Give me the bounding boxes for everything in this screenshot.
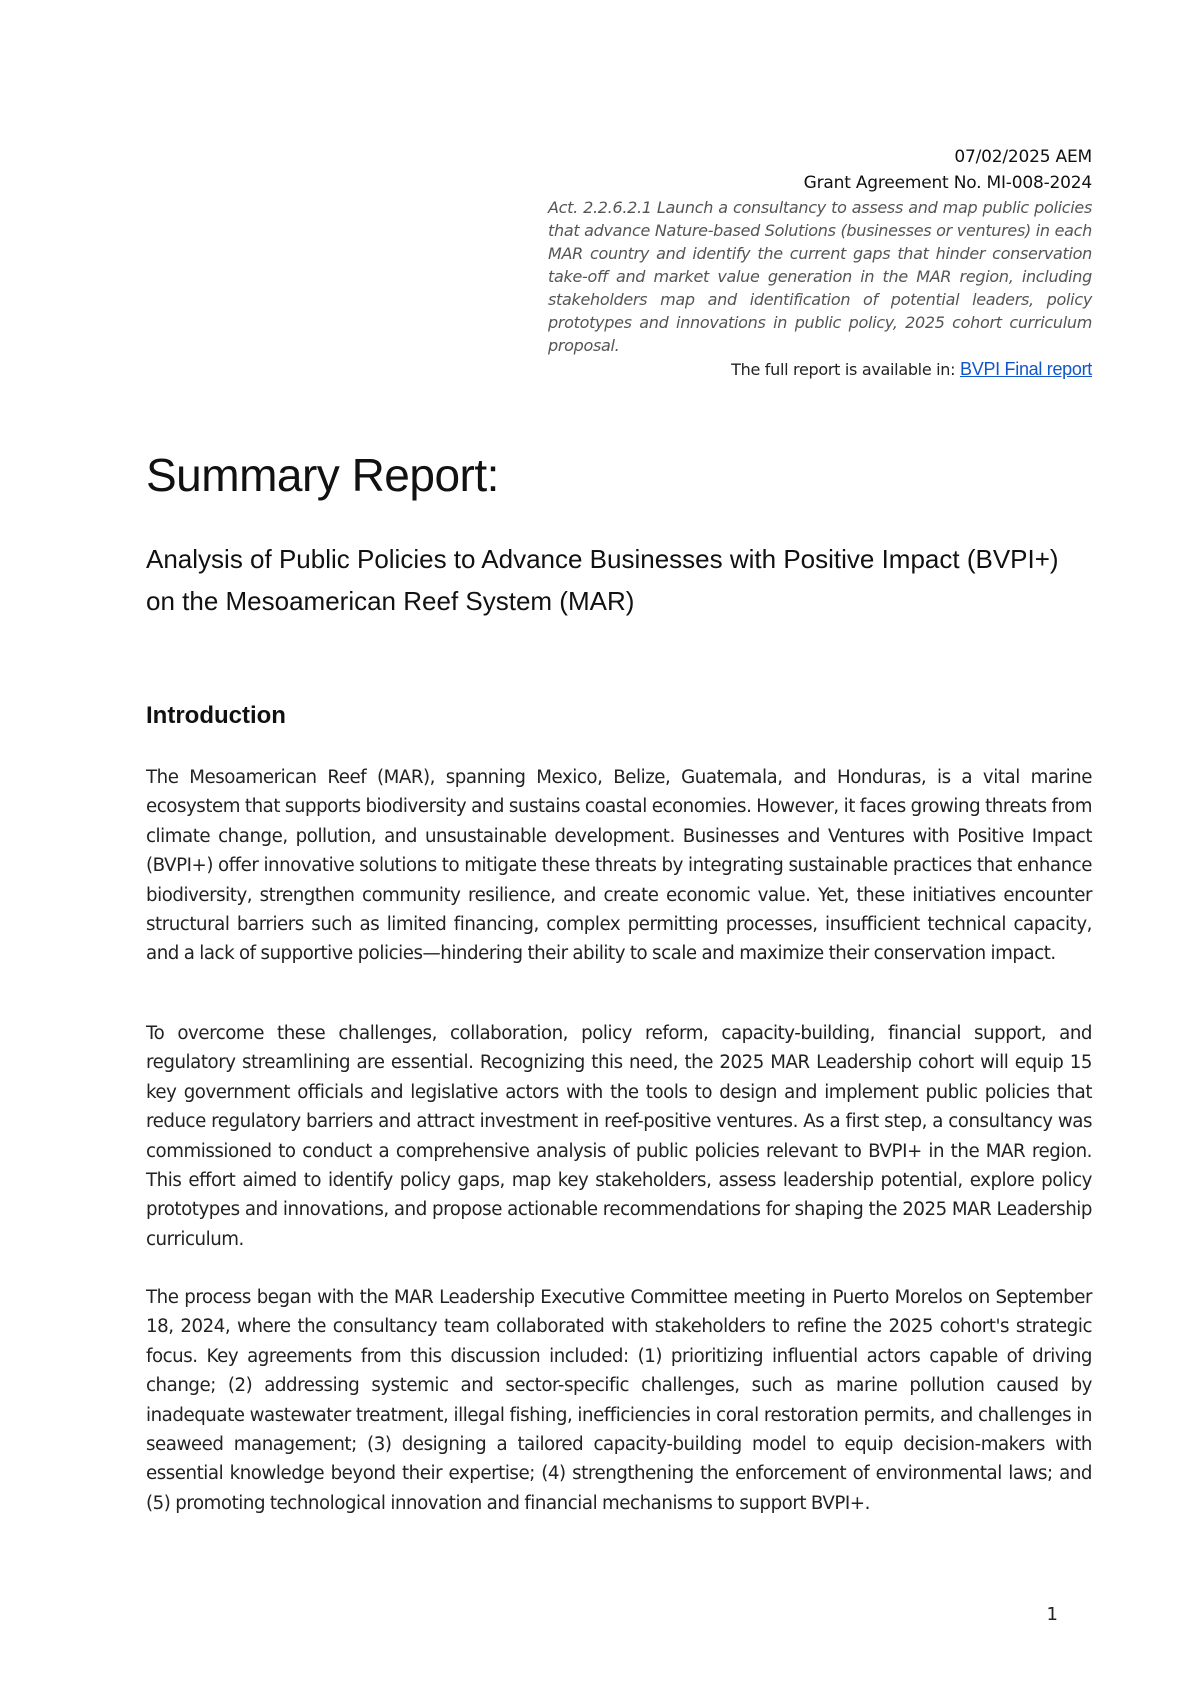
activity-description: Act. 2.2.6.2.1 Launch a consultancy to assess and map public policies that advance Nature-based Solutions (businesses or ventures) in each MAR country and identify the current gaps that hinder conservation take-off and market value generation in the MAR region, including stakeholders map and identification of potential leaders, policy prototypes and innovations in public policy, 2025 cohort curriculum proposal. [548, 198, 1092, 355]
introduction-paragraph-3: The process began with the MAR Leadership Executive Committee meeting in Puerto Morelos on September 18, 2024, where the consultancy team collaborated with stakeholders to refine the 2025 cohort's strategic focus. Key agreements from this discussion included: (1) prioritizing influential actors capable of driving change; (2) addressing systemic and sector-specific challenges, such as marine pollution caused by inadequate wastewater treatment, illegal fishing, inefficiencies in coral restoration permits, and challenges in seaweed management; (3) designing a tailored capacity-building model to equip decision-makers with essential knowledge beyond their expertise; (4) strengthening the enforcement of environmental laws; and (5) promoting technological innovation and financial mechanisms to support BVPI+. [146, 1287, 1092, 1514]
full-report-prefix: The full report is available in: [731, 360, 961, 379]
full-report-line [548, 357, 1092, 382]
header-date: 07/02/2025 AEM [954, 147, 1092, 167]
page-title: Summary Report: [146, 449, 499, 501]
introduction-paragraph-2: To overcome these challenges, collaboration, policy reform, capacity-building, financial support, and regulatory streamlining are essential. Recognizing this need, the 2025 MAR Leadership cohort will equip 15 key government officials and legislative actors with the tools to design and implement public policies that reduce regulatory barriers and attract investment in reef-positive ventures. As a first step, a consultancy was commissioned to conduct a comprehensive analysis of public policies relevant to BVPI+ in the MAR region. This effort aimed to identify policy gaps, map key stakeholders, assess leadership potential, explore policy prototypes and innovations, and propose actionable recommendations for shaping the 2025 MAR Leadership curriculum. [146, 1023, 1092, 1250]
introduction-paragraph-1: The Mesoamerican Reef (MAR), spanning Mexico, Belize, Guatemala, and Honduras, is a vital marine ecosystem that supports biodiversity and sustains coastal economies. However, it faces growing threats from climate change, pollution, and unsustainable development. Businesses and Ventures with Positive Impact (BVPI+) offer innovative solutions to mitigate these threats by integrating sustainable practices that enhance biodiversity, strengthen community resilience, and create economic value. Yet, these initiatives encounter structural barriers such as limited financing, complex permitting processes, insufficient technical capacity, and a lack of supportive policies—hindering their ability to scale and maximize their conservation impact. [146, 767, 1092, 965]
introduction-heading: Introduction [146, 702, 286, 729]
grant-agreement-number: Grant Agreement No. MI-008-2024 [803, 173, 1092, 193]
bvpi-final-report-link[interactable]: BVPI Final report [960, 359, 1092, 379]
page-subtitle: Analysis of Public Policies to Advance Businesses with Positive Impact (BVPI+) on the Mesoamerican Reef System (MAR) [146, 544, 1059, 616]
header-block [548, 144, 1092, 382]
page-number: 1 [1046, 1604, 1058, 1625]
